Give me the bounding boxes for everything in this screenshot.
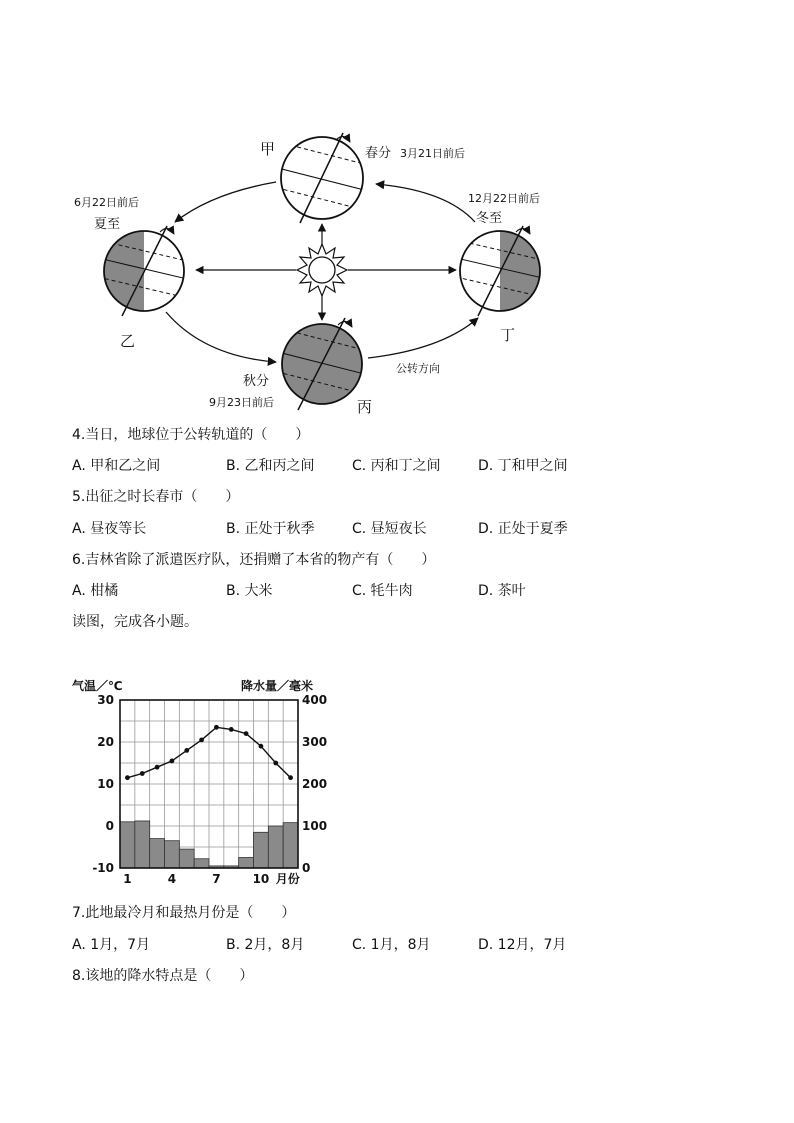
temperature-point [214, 725, 219, 730]
left-tick-label: 30 [97, 693, 114, 707]
orbit-arrow-bing-to-ding [368, 318, 478, 358]
x-tick-label: 4 [167, 872, 177, 886]
q4-option-d[interactable]: D. 丁和甲之间 [478, 458, 568, 474]
question-6: 6.吉林省除了派遣医疗队，还捐赠了本省的物产有（ ） [72, 552, 436, 568]
temperature-point [170, 759, 175, 764]
precipitation-bar [268, 826, 283, 868]
sun-icon [297, 244, 347, 296]
precipitation-bar [239, 858, 254, 869]
q7-option-d[interactable]: D. 12月，7月 [478, 937, 567, 953]
left-tick-label: 20 [97, 735, 114, 749]
label-revolution-direction: 公转方向 [396, 362, 440, 375]
label-summer-term: 夏至 [94, 217, 121, 232]
precipitation-bar [254, 832, 269, 868]
label-winter-term: 冬至 [476, 211, 503, 226]
earth-jia [270, 133, 380, 223]
earth-orbit-figure [0, 0, 794, 430]
right-tick-label: 200 [302, 777, 328, 791]
x-tick-label: 1 [123, 872, 132, 886]
instruction: 读图，完成各小题。 [72, 614, 198, 630]
left-axis-label: 气温／℃ [72, 679, 123, 693]
x-axis-unit-label: 月份 [275, 872, 300, 886]
right-tick-label: 300 [302, 735, 328, 749]
label-jia: 甲 [260, 140, 276, 158]
x-tick-label: 7 [212, 872, 221, 886]
q7-option-a[interactable]: A. 1月，7月 [72, 937, 151, 953]
q6-option-c[interactable]: C. 牦牛肉 [352, 583, 413, 599]
climate-chart [60, 672, 350, 892]
q4-option-c[interactable]: C. 丙和丁之间 [352, 458, 441, 474]
label-yi: 乙 [120, 332, 136, 350]
precipitation-bar [179, 849, 194, 868]
q5-option-d[interactable]: D. 正处于夏季 [478, 521, 568, 537]
q4-option-a[interactable]: A. 甲和乙之间 [72, 458, 161, 474]
q5-option-a[interactable]: A. 昼夜等长 [72, 521, 147, 537]
temperature-point [273, 761, 278, 766]
label-spring-date: 3月21日前后 [400, 147, 465, 160]
orbit-arrow-jia-to-yi [175, 182, 276, 222]
q7-option-b[interactable]: B. 2月，8月 [226, 937, 305, 953]
q7-option-c[interactable]: C. 1月，8月 [352, 937, 431, 953]
right-tick-label: 400 [302, 693, 328, 707]
label-ding: 丁 [500, 326, 516, 344]
precipitation-bar [194, 859, 209, 868]
temperature-point [229, 727, 234, 732]
earth-yi [98, 225, 200, 317]
precipitation-bar [120, 822, 135, 868]
temperature-point [155, 765, 160, 770]
precipitation-bar [150, 839, 165, 868]
label-summer-date: 6月22日前后 [74, 196, 139, 209]
precipitation-bar [165, 841, 180, 868]
temperature-point [184, 748, 189, 753]
q4-option-b[interactable]: B. 乙和丙之间 [226, 458, 315, 474]
label-autumn-date: 9月23日前后 [209, 396, 274, 409]
q5-option-b[interactable]: B. 正处于秋季 [226, 521, 315, 537]
question-8: 8.该地的降水特点是（ ） [72, 968, 254, 984]
label-autumn-term: 秋分 [243, 374, 270, 389]
precipitation-bar [283, 823, 298, 868]
right-tick-label: 0 [302, 861, 311, 875]
q6-option-b[interactable]: B. 大米 [226, 583, 273, 599]
left-tick-label: 0 [105, 819, 114, 833]
precipitation-bar [135, 821, 150, 868]
temperature-point [125, 775, 130, 780]
left-tick-label: -10 [92, 861, 114, 875]
x-tick-label: 10 [252, 872, 270, 886]
label-bing: 丙 [357, 398, 373, 416]
temperature-point [244, 731, 249, 736]
right-tick-label: 100 [302, 819, 328, 833]
left-tick-label: 10 [97, 777, 114, 791]
temperature-point [140, 771, 145, 776]
temperature-point [288, 775, 293, 780]
temperature-point [199, 738, 204, 743]
question-4: 4.当日，地球位于公转轨道的（ ） [72, 427, 310, 443]
orbit-arrow-yi-to-bing [166, 312, 276, 362]
question-7: 7.此地最冷月和最热月份是（ ） [72, 905, 296, 921]
q6-option-d[interactable]: D. 茶叶 [478, 583, 526, 599]
label-winter-date: 12月22日前后 [468, 192, 540, 205]
temperature-point [259, 744, 264, 749]
q5-option-c[interactable]: C. 昼短夜长 [352, 521, 427, 537]
question-5: 5.出征之时长春市（ ） [72, 489, 240, 505]
earth-bing [270, 318, 380, 410]
orbit-arrow-ding-to-jia [376, 184, 475, 222]
earth-ding [456, 225, 560, 317]
right-axis-label: 降水量／毫米 [241, 679, 314, 693]
label-spring-term: 春分 [365, 146, 392, 161]
q6-option-a[interactable]: A. 柑橘 [72, 583, 119, 599]
